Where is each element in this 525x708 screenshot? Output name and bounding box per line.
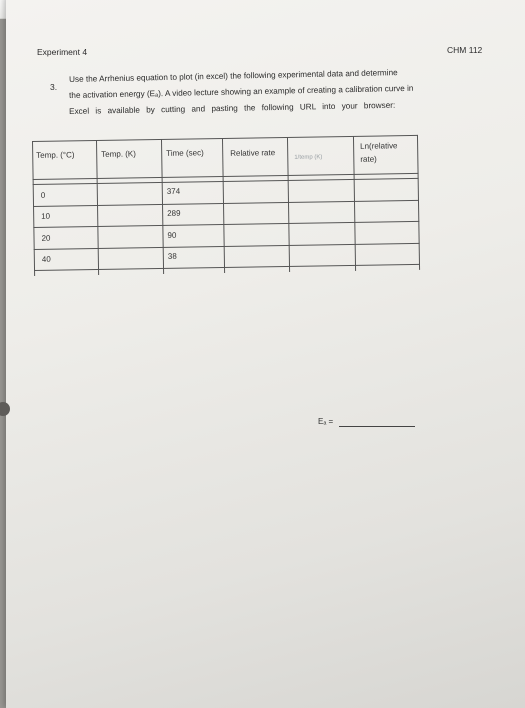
answer-line [339,426,415,427]
row3-time: 90 [167,230,177,240]
row1-temp-c: 0 [40,190,46,200]
header-time: Time (sec) [166,148,204,158]
question-number: 3. [50,82,58,92]
row2-time: 289 [167,208,181,218]
row4-temp-c: 40 [41,254,51,264]
row4-time: 38 [167,251,177,261]
row3-temp-c: 20 [41,233,51,243]
question-line-2: the activation energy (Eₐ). A video lecture showing an example of creating a calibration curve in [69,83,414,100]
activation-energy-label: Eₐ = [318,417,334,426]
header-temp-k: Temp. (K) [101,149,136,159]
header-relative-rate: Relative rate [230,148,276,158]
header-ln-rate: Ln(relative rate) [360,141,398,164]
header-temp-c: Temp. (°C) [36,150,75,160]
worksheet-page [6,0,525,708]
course-code: CHM 112 [447,45,483,55]
header-inverse-temp: 1/temp (K) [294,154,323,161]
experiment-label: Experiment 4 [37,47,88,57]
row2-temp-c: 10 [41,211,51,221]
row1-time: 374 [166,186,181,196]
data-table [32,135,420,276]
question-line-1: Use the Arrhenius equation to plot (in excel) the following experimental data and determine [69,68,398,84]
question-line-3: Excel is available by cutting and pasting the following URL into your browser: [69,100,396,116]
